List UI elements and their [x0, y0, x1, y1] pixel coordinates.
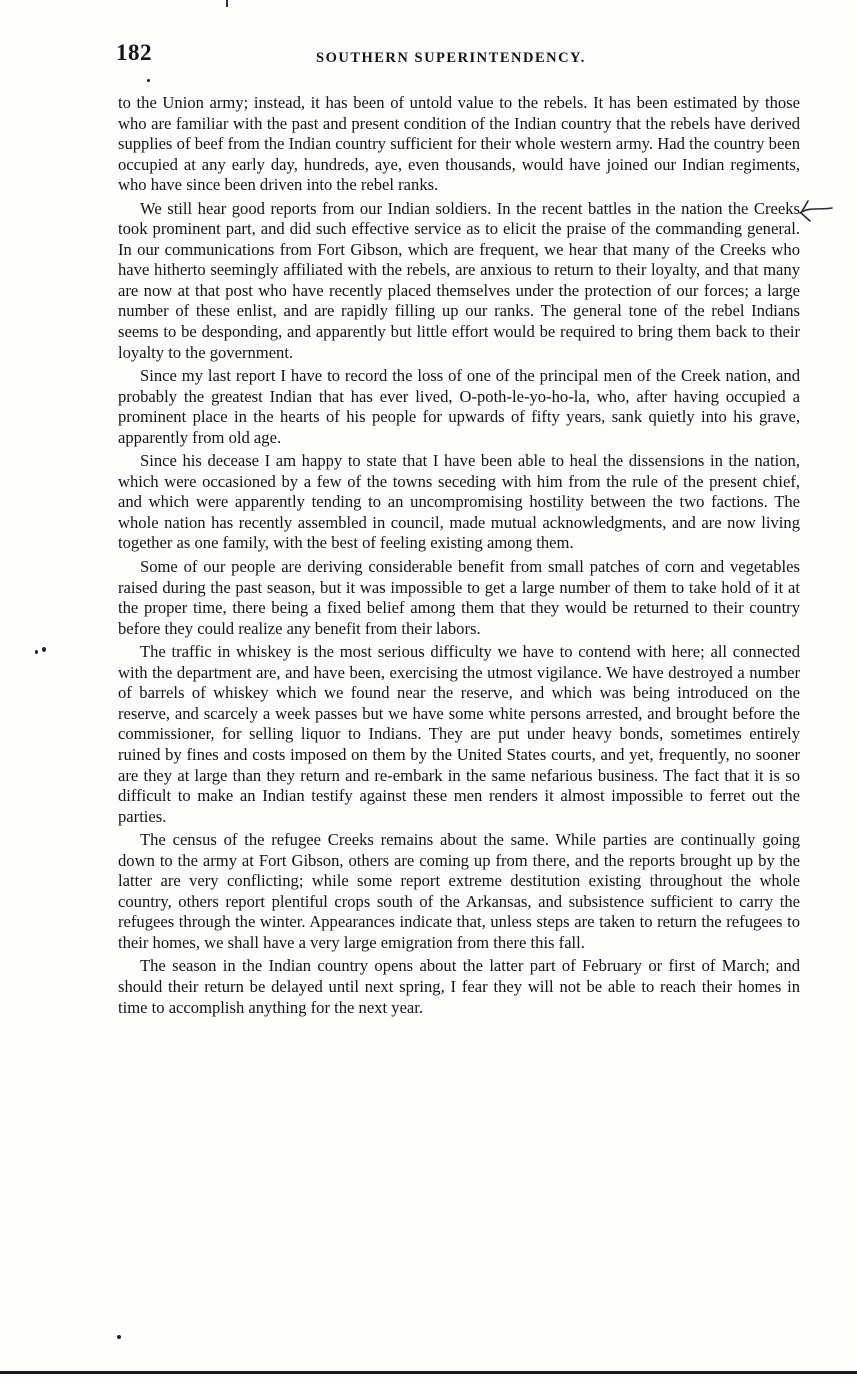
paragraph-crops: Some of our people are deriving considerable benefit from small patches of corn and vegetables raised during the past season, but it was impossible to get a large number of them to take hold of it at the proper time, there being a fixed belief among them that they would be returned to their country before they could realize any benefit from their labors.	[118, 557, 800, 638]
paragraph-season: The season in the Indian country opens about the latter part of February or first of March; and should their return be delayed until next spring, I fear they will not be able to reach their homes in time to accomplish anything for the next year.	[118, 956, 800, 1017]
print-artifact-mark	[226, 0, 228, 7]
page-bottom-edge	[0, 1371, 857, 1374]
paragraph-continuation: to the Union army; instead, it has been of untold value to the rebels. It has been estimated by those who are familiar with the past and present condition of the Indian country that the rebels have derived supplies of beef from the Indian country sufficient for their whole western army. Had the country been occupied at any early day, hundreds, aye, even thousands, would have joined our Indian regiments, who have since been driven into the rebel ranks.	[118, 93, 800, 195]
body-text	[118, 93, 800, 1018]
page-number: 182	[116, 40, 152, 65]
print-speck	[117, 1335, 121, 1339]
paragraph-indian-soldiers: We still hear good reports from our Indian soldiers. In the recent battles in the nation the Creeks took prominent part, and did such effective service as to elicit the praise of the commanding general. In our communications from Fort Gibson, which are frequent, we hear that many of the Creeks who have hitherto seemingly affiliated with the rebels, are anxious to return to their loyalty, and that many are now at that post who have recently placed themselves under the protection of our forces; a large number of these enlist, and are rapidly filling up our ranks. The general tone of the rebel Indians seems to be desponding, and apparently but little effort would be required to bring them back to their loyalty to the government.	[118, 198, 800, 362]
paragraph-refugee-census: The census of the refugee Creeks remains about the same. While parties are continually going down to the army at Fort Gibson, others are coming up from there, and the reports brought up by the latter are very conflicting; while some report extreme destitution existing throughout the whole country, others report plentiful crops south of the Arkansas, and subsistence sufficient to carry the refugees through the winter. Appearances indicate that, unless steps are taken to return the refugees to their homes, we shall have a very large emigration from there this fall.	[118, 830, 800, 952]
paragraph-opothleyohola: Since my last report I have to record the loss of one of the principal men of the Creek nation, and probably the greatest Indian that has ever lived, O-poth-le-yo-ho-la, who, after having occupied a prominent place in the hearts of his people for upwards of fifty years, sank quietly into his grave, apparently from old age.	[118, 366, 800, 447]
print-speck	[147, 79, 150, 82]
handwritten-arrow-icon	[798, 197, 838, 227]
running-title: SOUTHERN SUPERINTENDENCY.	[316, 50, 586, 66]
print-speck	[35, 650, 38, 654]
paragraph-whiskey-traffic: The traffic in whiskey is the most serious difficulty we have to contend with here; all connected with the department are, and have been, exercising the utmost vigilance. We have destroyed a number of barrels of whiskey which we found near the reserve, and which was being introduced on the reserve, and scarcely a week passes but we have some white persons arrested, and brought before the commissioner, for selling liquor to Indians. They are put under heavy bonds, sometimes entirely ruined by fines and costs imposed on them by the United States courts, and yet, frequently, no sooner are they at large than they return and re-embark in the same nefarious business. The fact that it is so difficult to make an Indian testify against these men renders it almost impossible to ferret out the parties.	[118, 642, 800, 826]
print-speck	[42, 647, 46, 652]
paragraph-dissensions: Since his decease I am happy to state that I have been able to heal the dissensions in the nation, which were occasioned by a few of the towns seceding with him from the rule of the present chief, and which were apparently tending to an uncompromising hostility between the two factions. The whole nation has recently assembled in council, made mutual acknowledgments, and are now living together as one family, with the best of feeling existing among them.	[118, 451, 800, 553]
